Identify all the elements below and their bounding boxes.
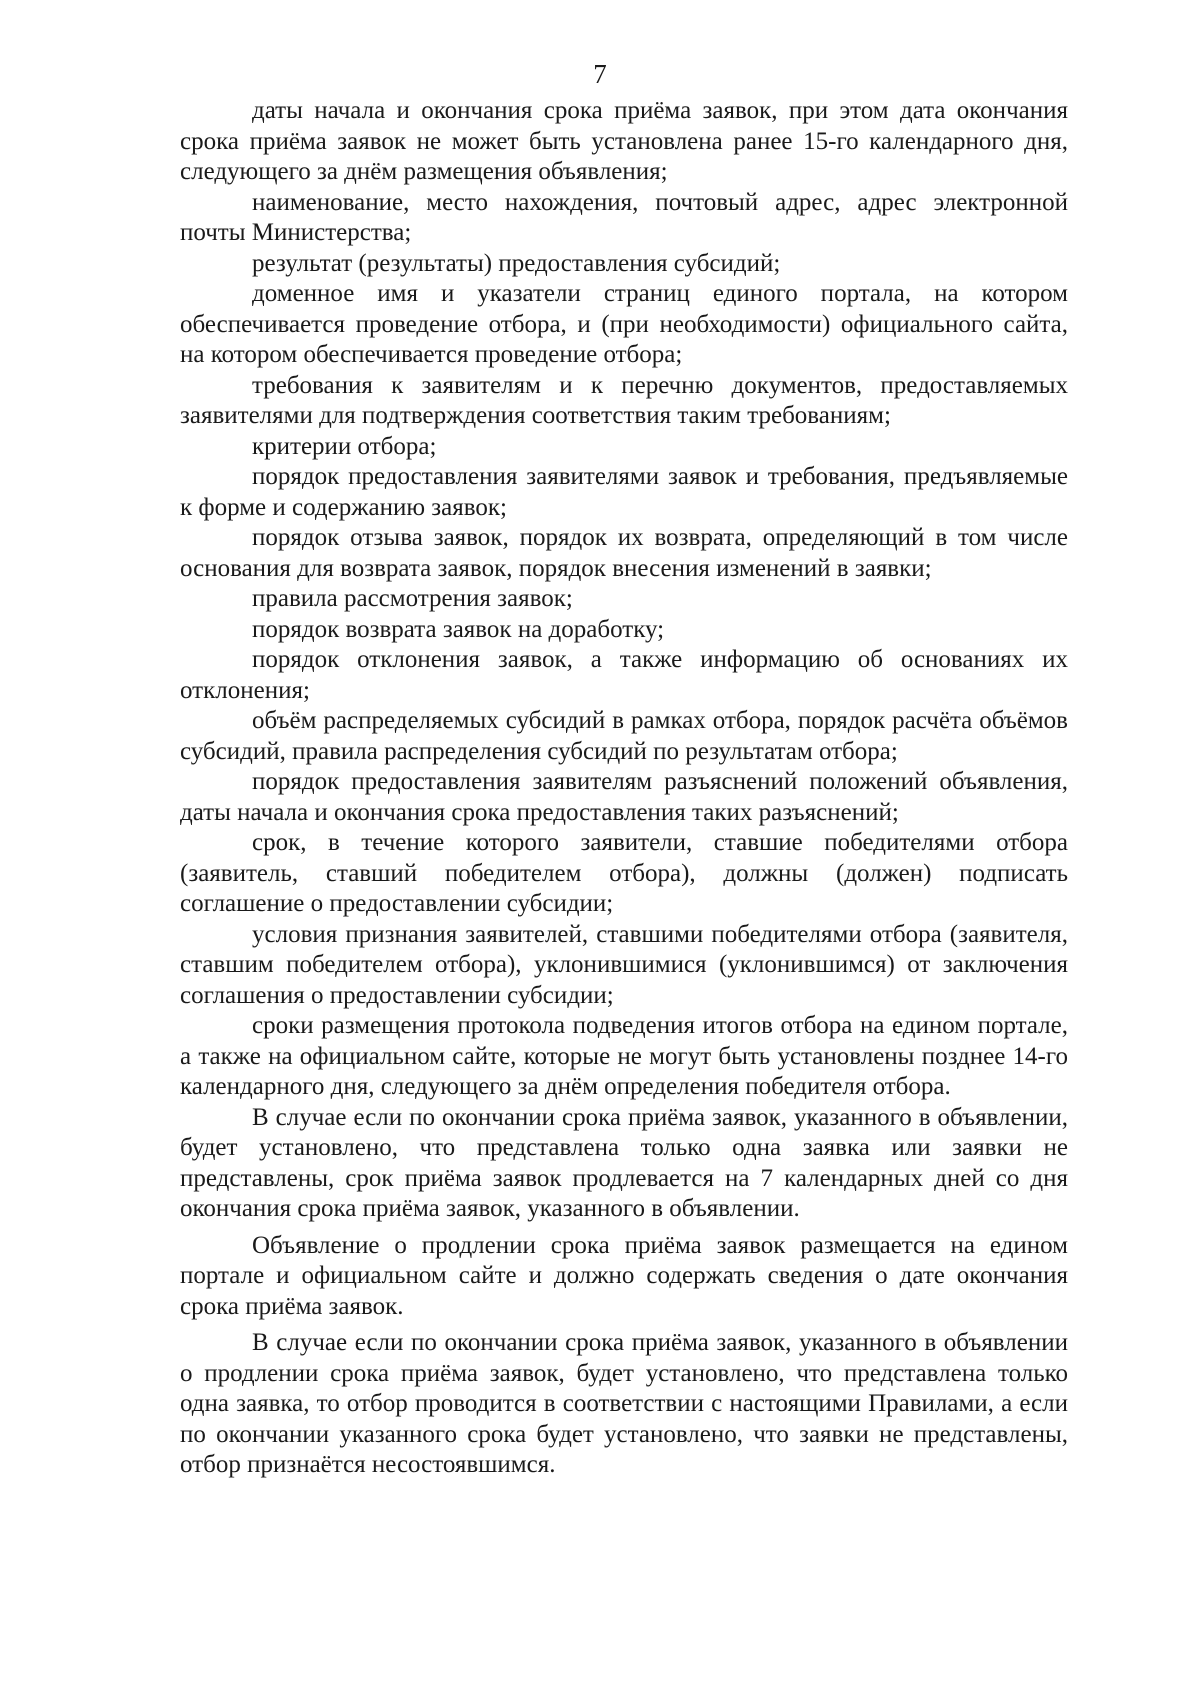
paragraph: порядок предоставления заявителям разъяснений положений объявления, даты начала и окончания срока предоставления таких разъяснений;: [180, 768, 1068, 826]
paragraph: критерии отбора;: [252, 432, 437, 460]
paragraph: В случае если по окончании срока приёма заявок, указанного в объявлении, будет установлено, что представлена только одна заявка или заявки не представлены, срок приёма заявок продлевается на 7 календарных дней со дня окончания срока приёма заявок, указанного в объявлении.: [180, 1103, 1068, 1222]
paragraph: В случае если по окончании срока приёма заявок, указанного в объявлении о продлении срока приёма заявок, будет установлено, что представлена только одна заявка, то отбор проводится в соответствии с настоящими Правилами, а если по окончании указанного срока будет установлено, что заявки не представлены, отбор признаётся несостоявшимся.: [180, 1329, 1068, 1478]
paragraph: результат (результаты) предоставления субсидий;: [252, 249, 781, 277]
paragraph: порядок возврата заявок на доработку;: [252, 615, 665, 643]
paragraph: порядок предоставления заявителями заявок и требования, предъявляемые к форме и содержанию заявок;: [180, 463, 1068, 521]
paragraph: срок, в течение которого заявители, ставшие победителями отбора (заявитель, ставший победителем отбора), должны (должен) подписать соглашение о предоставлении субсидии;: [180, 829, 1068, 917]
paragraph: наименование, место нахождения, почтовый адрес, адрес электронной почты Министерства;: [180, 188, 1068, 246]
paragraph: объём распределяемых субсидий в рамках отбора, порядок расчёта объёмов субсидий, правила распределения субсидий по результатам отбора;: [180, 707, 1068, 765]
paragraph: порядок отзыва заявок, порядок их возврата, определяющий в том числе основания для возврата заявок, порядок внесения изменений в заявки;: [180, 524, 1068, 582]
paragraph: порядок отклонения заявок, а также информацию об основаниях их отклонения;: [180, 646, 1068, 704]
paragraph: Объявление о продлении срока приёма заявок размещается на едином портале и официальном сайте и должно содержать сведения о дате окончания срока приёма заявок.: [180, 1231, 1068, 1320]
paragraph: даты начала и окончания срока приёма заявок, при этом дата окончания срока приёма заявок не может быть установлена ранее 15-го календарного дня, следующего за днём размещения объявления;: [180, 97, 1068, 185]
paragraph: доменное имя и указатели страниц единого портала, на котором обеспечивается проведение отбора, и (при необходимости) официального сайта, на котором обеспечивается проведение отбора;: [180, 280, 1068, 368]
paragraph: требования к заявителям и к перечню документов, предоставляемых заявителями для подтверждения соответствия таким требованиям;: [180, 371, 1068, 429]
paragraph: правила рассмотрения заявок;: [252, 585, 573, 612]
paragraph: сроки размещения протокола подведения итогов отбора на едином портале, а также на официальном сайте, которые не могут быть установлены позднее 14-го календарного дня, следующего за днём определения победителя отбора.: [180, 1012, 1068, 1100]
paragraph: условия признания заявителей, ставшими победителями отбора (заявителя, ставшим победителем отбора), уклонившимися (уклонившимся) от заключения соглашения о предоставлении субсидии;: [180, 920, 1068, 1009]
document-body: [180, 96, 1068, 1481]
page-number: 7: [593, 59, 607, 89]
